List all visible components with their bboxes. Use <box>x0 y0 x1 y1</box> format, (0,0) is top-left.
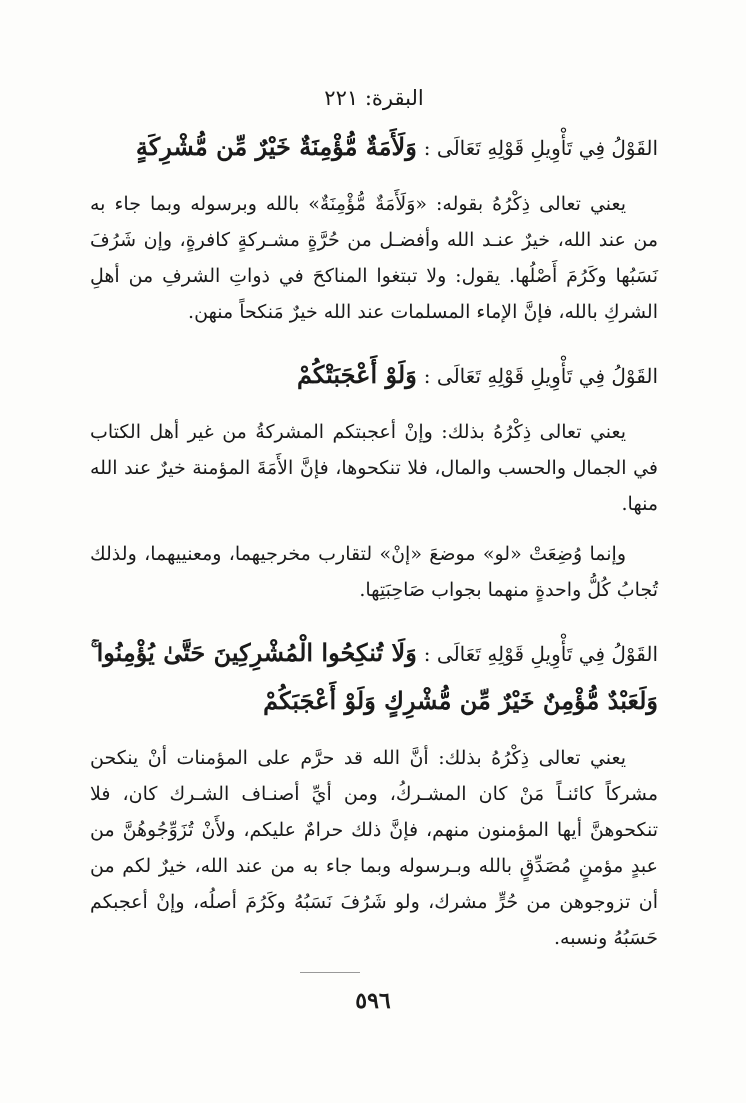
footer-rule <box>300 972 360 973</box>
book-page <box>90 78 658 956</box>
heading-lead: القَوْلُ فِي تَأْوِيلِ قَوْلِهِ تَعَالَى : <box>423 642 658 666</box>
section-heading <box>90 352 658 400</box>
commentary-paragraph: يعني تعالى ذِكْرُهُ بقوله: «وَلَأَمَةٌ مُّؤْمِنَةٌ» بالله وبرسوله وبما جاء به من عند الله، خيرٌ عنـد الله وأفضـل من حُرَّةٍ مشـركةٍ كافرةٍ، وإن شَرُفَ نَسَبُها وكَرُمَ أَصْلُها. يقول: ولا تبتغوا المناكحَ في ذواتِ الشرفِ من أهلِ الشركِ بالله، فإنَّ الإماء المسلمات عند الله خيرٌ مَنكحاً منهن. <box>90 193 658 323</box>
heading-lead: القَوْلُ فِي تَأْوِيلِ قَوْلِهِ تَعَالَى : <box>423 136 658 160</box>
quran-verse: وَلَأَمَةٌ مُّؤْمِنَةٌ خَيْرٌ مِّن مُّشْرِكَةٍ <box>135 132 417 161</box>
section-heading <box>90 124 658 172</box>
page-number: ٥٩٦ <box>355 988 391 1014</box>
quran-verse: وَلَوْ أَعْجَبَتْكُمْ <box>296 360 417 389</box>
quran-verse: وَلَا تُنكِحُوا الْمُشْرِكِينَ حَتَّىٰ يُؤْمِنُوا ۚ وَلَعَبْدٌ مُّؤْمِنٌ خَيْرٌ مِّن مُّشْرِكٍ وَلَوْ أَعْجَبَكُمْ <box>90 638 658 715</box>
commentary-paragraph: يعني تعالى ذِكْرُهُ بذلك: أنَّ الله قد حرَّم على المؤمنات أنْ ينكحن مشركاً كائنـاً مَنْ كان المشـركُ، ومن أيِّ أصنـاف الشـرك كان، فلا تنكحوهنَّ أيها المؤمنون منهم، فإنَّ ذلك حرامٌ عليكم، ولأَنْ تُزَوِّجُوهُنَّ من عبدٍ مؤمنٍ مُصَدِّقٍ بالله وبـرسوله وبما جاء به من عند الله، خيرٌ لكم من أن تزوجوهن من حُرٍّ مشرك، ولو شَرُفَ نَسَبُهُ وكَرُمَ أصلُه، وإنْ أعجبكم حَسَبُهُ ونسبه. <box>90 747 658 949</box>
commentary-paragraph: يعني تعالى ذِكْرُهُ بذلك: وإنْ أعجبتكم المشركةُ من غير أهل الكتاب في الجمال والحسب والمال، فلا تنكحوها، فإنَّ الأَمَةَ المؤمنة خيرٌ عند الله منها. <box>90 421 658 515</box>
commentary-paragraph: وإنما وُضِعَتْ «لو» موضعَ «إنْ» لتقارب مخرجيهما، ومعنييهما، ولذلك تُجابُ كُلُّ واحدةٍ منهما بجواب صَاحِبَتِها. <box>90 543 658 601</box>
heading-lead: القَوْلُ فِي تَأْوِيلِ قَوْلِهِ تَعَالَى : <box>423 364 658 388</box>
section-heading <box>90 630 658 726</box>
surah-ayah-header: البقرة: ٢٢١ <box>324 86 424 110</box>
